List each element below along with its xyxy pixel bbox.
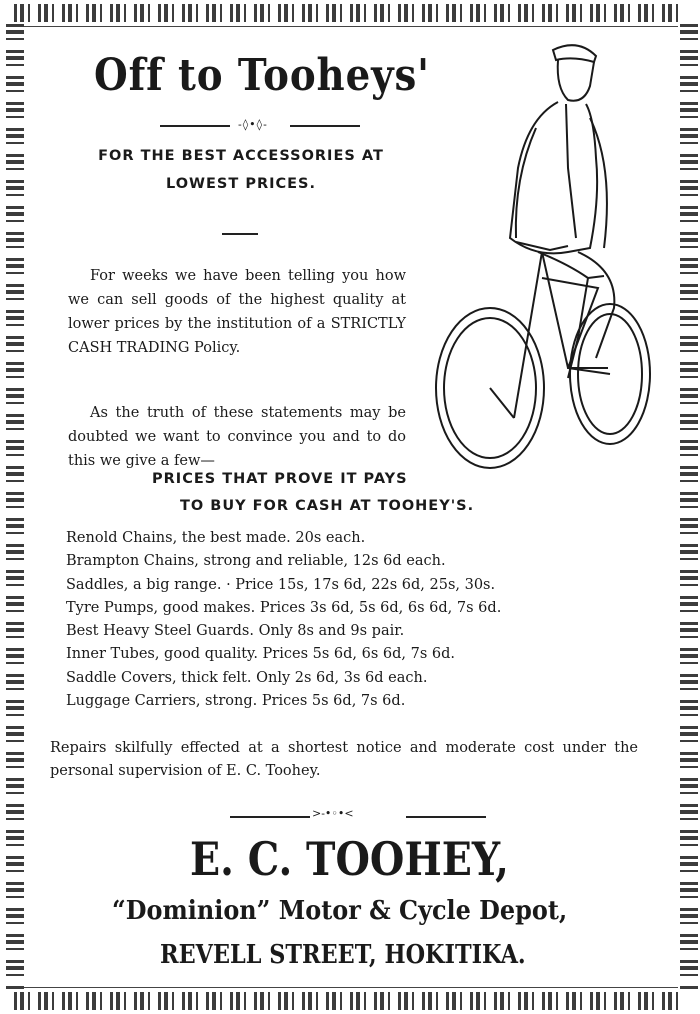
price-item: Luggage Carriers, strong. Prices 5s 6d, 7s 6d. — [66, 693, 406, 710]
footer-ornament-rule: >-•◦•< — [230, 813, 486, 821]
price-item: Inner Tubes, good quality. Prices 5s 6d, 6s 6d, 7s 6d. — [66, 646, 456, 663]
business-depot: “Dominion” Motor & Cycle Depot, — [112, 896, 568, 926]
business-name: E. C. TOOHEY, — [190, 832, 509, 886]
subheading-line-2: LOWEST PRICES. — [165, 176, 316, 192]
second-paragraph — [68, 401, 406, 473]
repairs-note: Repairs skilfully effected at a shortest notice and moderate cost under the personal supervision of E. C. Toohey. — [50, 740, 638, 779]
intro-paragraph — [68, 264, 406, 360]
price-item: Saddles, a big range. · Price 15s, 17s 6d, 22s 6d, 25s, 30s. — [66, 576, 496, 593]
prices-heading-line-1: PRICES THAT PROVE IT PAYS — [152, 471, 408, 487]
price-item: Tyre Pumps, good makes. Prices 3s 6d, 5s 6d, 6s 6d, 7s 6d. — [66, 599, 502, 616]
subheading-line-1: FOR THE BEST ACCESSORIES AT — [98, 148, 384, 164]
price-item: Saddle Covers, thick felt. Only 2s 6d, 3s 6d each. — [66, 669, 428, 686]
decorative-border-bottom — [14, 992, 686, 1010]
second-paragraph-text: As the truth of these statements may be doubted we want to convince you and to do this we give a few— — [68, 405, 406, 469]
price-list — [66, 527, 501, 713]
cyclist-illustration-icon — [418, 38, 658, 478]
price-item: Brampton Chains, strong and reliable, 12s 6d each. — [66, 553, 446, 570]
section-dash — [222, 233, 258, 235]
decorative-border-top — [14, 4, 686, 22]
ad-headline: Off to Tooheys' — [94, 50, 430, 101]
intro-paragraph-text: For weeks we have been telling you how we can sell goods of the highest quality at lower prices by the institution of a STRICTLY CASH TRADING Policy. — [68, 268, 406, 356]
headline-ornament-rule: -◊•◊- — [160, 123, 360, 129]
prices-heading-line-2: TO BUY FOR CASH AT TOOHEY'S. — [180, 498, 475, 514]
business-address: REVELL STREET, HOKITIKA. — [160, 940, 526, 970]
decorative-border-right — [680, 24, 698, 990]
inner-rule-bottom — [24, 987, 678, 988]
decorative-border-left — [6, 24, 24, 990]
price-item: Renold Chains, the best made. 20s each. — [66, 530, 366, 546]
inner-rule-top — [24, 26, 678, 27]
price-item: Best Heavy Steel Guards. Only 8s and 9s pair. — [66, 623, 405, 640]
